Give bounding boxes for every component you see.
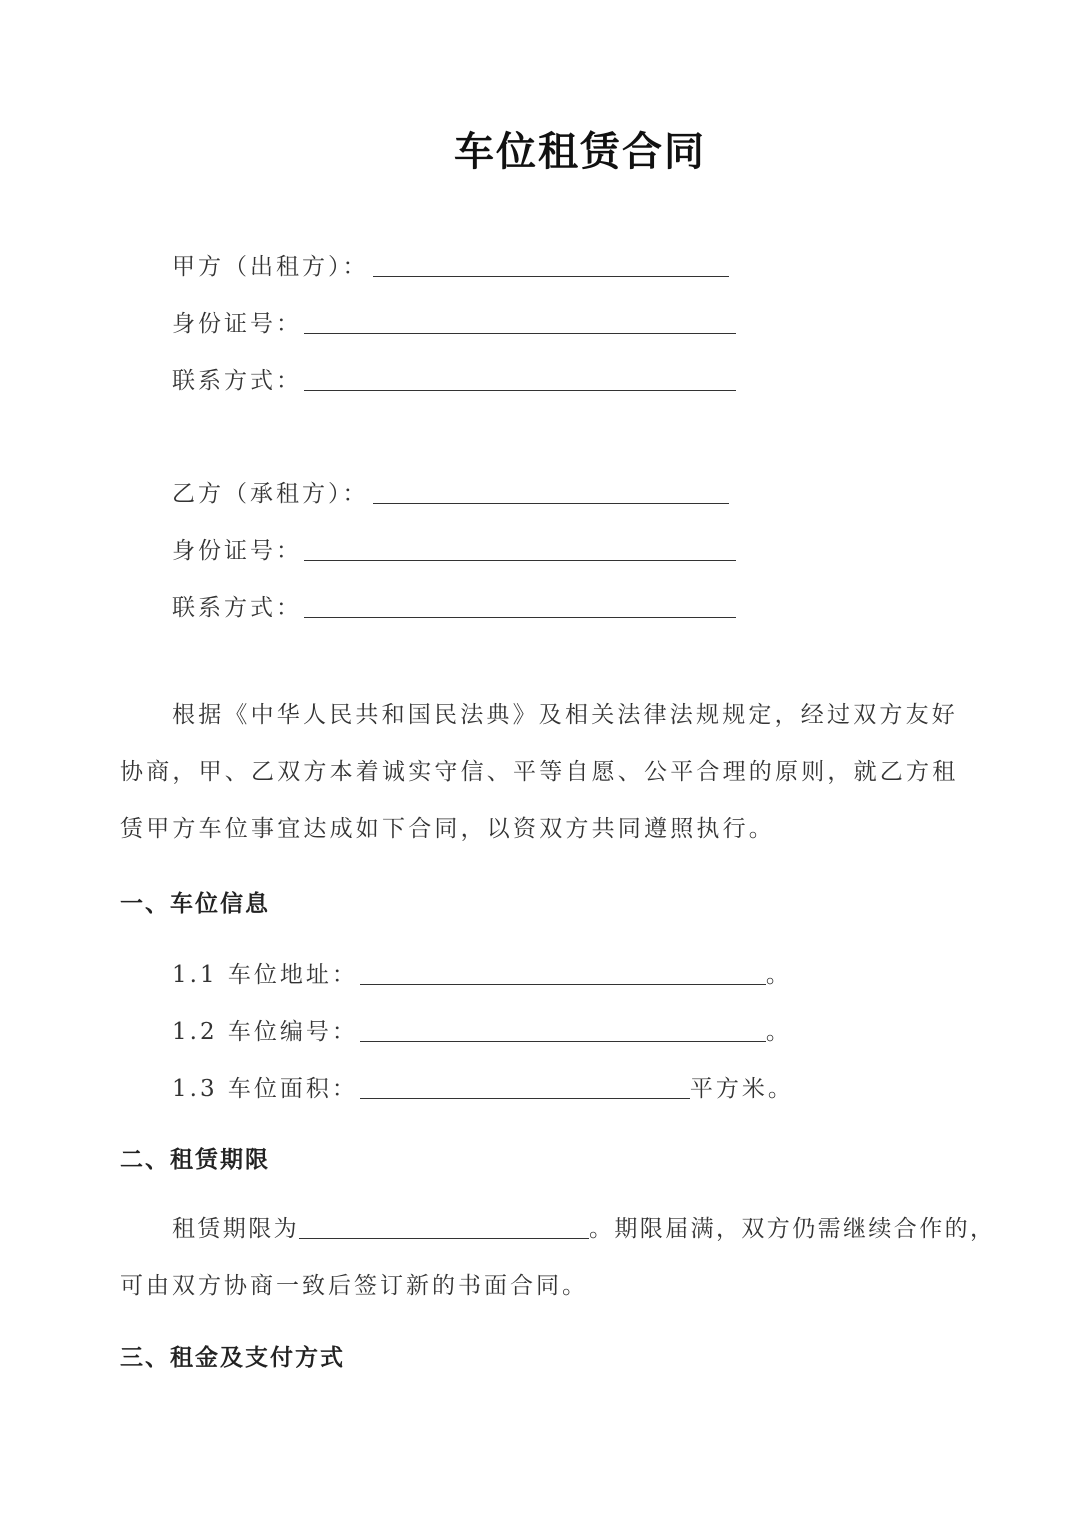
- section-2-heading: 二、租赁期限: [120, 1147, 270, 1173]
- party-b-id-label: 身份证号：: [172, 538, 302, 564]
- party-a-id-input[interactable]: [304, 332, 736, 334]
- party-a-name-row: [172, 248, 729, 281]
- parking-number-row: [172, 1013, 792, 1046]
- party-b-name-label: 乙方（承租方）：: [172, 481, 369, 507]
- section-3-heading: 三、租金及支付方式: [120, 1345, 345, 1371]
- parking-number-input[interactable]: [360, 1040, 766, 1042]
- parking-address-label: 1.1 车位地址：: [172, 962, 358, 988]
- parking-number-suffix: 。: [765, 1019, 792, 1045]
- party-b-contact-label: 联系方式：: [172, 595, 302, 621]
- lease-term-text-before: 租赁期限为: [172, 1216, 299, 1242]
- lease-term-row: [172, 1210, 995, 1243]
- parking-number-label: 1.2 车位编号：: [172, 1019, 358, 1045]
- lease-term-line2: [120, 1267, 588, 1300]
- party-b-name-row: [172, 475, 729, 508]
- party-a-contact-input[interactable]: [304, 389, 736, 391]
- parking-area-suffix: 平方米。: [689, 1076, 794, 1102]
- party-a-id-label: 身份证号：: [172, 311, 302, 337]
- parking-area-row: [172, 1070, 794, 1103]
- party-b-id-row: [172, 532, 736, 565]
- party-a-name-label: 甲方（出租方）：: [172, 254, 369, 280]
- preamble-text: 根据《中华人民共和国民法典》及相关法律法规规定，经过双方友好协商，甲、乙双方本着诚实守信、平等自愿、公平合理的原则，就乙方租赁甲方车位事宜达成如下合同，以资双方共同遵照执行。: [120, 702, 959, 842]
- lease-term-text-line2: 可由双方协商一致后签订新的书面合同。: [120, 1273, 588, 1299]
- parking-area-input[interactable]: [360, 1097, 690, 1099]
- party-b-id-input[interactable]: [304, 559, 736, 561]
- parking-address-suffix: 。: [765, 962, 792, 988]
- party-a-contact-label: 联系方式：: [172, 368, 302, 394]
- party-a-contact-row: [172, 362, 736, 395]
- lease-term-input[interactable]: [299, 1237, 589, 1239]
- party-a-name-input[interactable]: [373, 275, 729, 277]
- parking-address-row: [172, 956, 792, 989]
- parking-address-input[interactable]: [360, 983, 766, 985]
- party-b-contact-row: [172, 589, 736, 622]
- party-b-contact-input[interactable]: [304, 616, 736, 618]
- preamble-paragraph: [120, 687, 970, 858]
- parking-area-label: 1.3 车位面积：: [172, 1076, 358, 1102]
- section-1-heading: 一、车位信息: [120, 891, 270, 917]
- party-a-id-row: [172, 305, 736, 338]
- lease-term-text-after: 。期限届满，双方仍需继续合作的，: [589, 1216, 996, 1242]
- document-title: 车位租赁合同: [454, 129, 706, 175]
- party-b-name-input[interactable]: [373, 502, 729, 504]
